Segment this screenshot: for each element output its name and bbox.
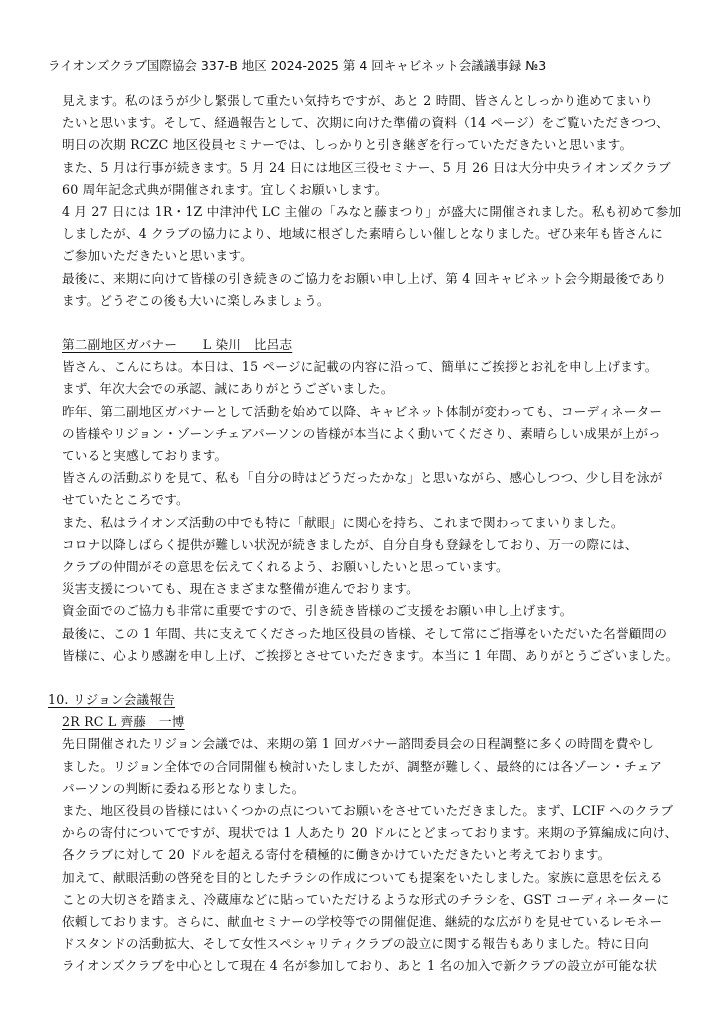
page-header: ライオンズクラブ国際協会 337-B 地区 2024-2025 第 4 回キャビネット会議議事録 №3 — [48, 58, 547, 73]
document-body — [48, 90, 682, 978]
text-line: 皆さんの活動ぶりを見て、私も「自分の時はどうだったかな」と思いながら、感心しつつ、少し目を泳が — [62, 470, 663, 486]
text-line: また、地区役員の皆様にはいくつかの点についてお願いをさせていただきました。まず、LCIF へのクラブ — [62, 803, 674, 818]
text-line: ことの大切さを踏まえ、冷蔵庫などに貼っていただけるような形式のチラシを、GST コーディネーターに — [62, 891, 670, 907]
text-line: 見えます。私のほうが少し緊張して重たい気持ちですが、あと 2 時間、皆さんとしっかり進めてまいり — [62, 93, 654, 108]
section-heading: 10. リジョン会議報告 — [48, 692, 175, 708]
text-line: 各クラブに対して 20 ドルを超える寄付を積極的に働きかけていただきたいと考えております。 — [62, 847, 611, 863]
reporter-heading: 2R RC L 齊藤 一博 — [62, 714, 185, 730]
text-line: ドスタンドの活動拡大、そして女性スペシャリティクラブの設立に関する報告もありました。特に日向 — [62, 936, 649, 952]
continuation-paragraphs — [62, 90, 682, 312]
text-line: ました。リジョン全体での合同開催も検討いたしましたが、調整が難しく、最終的には各ゾーン・チェア — [62, 758, 663, 774]
text-line: 4 月 27 日には 1R・1Z 中津沖代 LC 主催の「みなと藤まつり」が盛大に開催されました。私も初めて参加 — [62, 203, 682, 219]
second-vice-governor-speech — [62, 334, 682, 667]
text-line: 依頼しております。さらに、献血セミナーの学校等での開催促進、継続的な広がりを見せているレモネー — [62, 913, 663, 929]
text-line: せていたところです。 — [62, 492, 189, 508]
text-line: 資金面でのご協力も非常に重要ですので、引き続き皆様のご支援をお願い申し上げます。 — [62, 603, 573, 619]
text-line: からの寄付についてですが、現状では 1 人あたり 20 ドルにとどまっております。来期の予算編成に向け、 — [62, 825, 678, 841]
text-line: 加えて、献眼活動の啓発を目的としたチラシの作成についても提案をいたしました。家族に意思を伝える — [62, 869, 663, 885]
text-line: ご参加いただきたいと思います。 — [62, 248, 253, 264]
text-line: たいと思います。そして、経過報告として、次期に向けた準備の資料（14 ページ）をご覧いただきつつ、 — [62, 115, 669, 131]
region-meeting-report-section — [48, 689, 682, 977]
text-line: コロナ以降しばらく提供が難しい状況が続きましたが、自分自身も登録をしており、万一の際には、 — [62, 536, 638, 552]
text-line: 明日の次期 RCZC 地区役員セミナーでは、しっかりと引き継ぎを行っていただきたいと思います。 — [62, 137, 633, 153]
text-line: クラブの仲間がその意思を伝えてくれるよう、お願いしたいと思っています。 — [62, 558, 509, 574]
text-line: 最後に、来期に向けて皆様の引き続きのご協力をお願い申し上げ、第 4 回キャビネット会今期最後であり — [62, 270, 667, 286]
text-line: 60 周年記念式典が開催されます。宜しくお願いします。 — [62, 181, 388, 197]
text-line: の皆様やリジョン・ゾーンチェアパーソンの皆様が本当によく動いてくださり、素晴らしい成果が上がっ — [62, 425, 661, 441]
paragraph-gap — [62, 667, 682, 689]
text-line: 先日開催されたリジョン会議では、来期の第 1 回ガバナー諮問委員会の日程調整に多くの時間を費やし — [62, 736, 655, 752]
text-line: 皆さん、こんにちは。本日は、15 ページに記載の内容に沿って、簡単にご挨拶とお礼を申し上げます。 — [62, 359, 658, 375]
text-line: また、5 月は行事が続きます。5 月 24 日には地区三役セミナー、5 月 26 日は大分中央ライオンズクラブ — [62, 159, 671, 175]
paragraph-gap — [62, 312, 682, 334]
text-line: ライオンズクラブを中心として現在 4 名が参加しており、あと 1 名の加入で新クラブの設立が可能な状 — [62, 958, 658, 974]
text-line: 昨年、第二副地区ガバナーとして活動を始めて以降、キャビネット体制が変わっても、コーディネーター — [62, 403, 663, 419]
text-line: また、私はライオンズ活動の中でも特に「献眼」に関心を持ち、これまで関わってまいりました。 — [62, 514, 624, 530]
text-line: ます。どうぞこの後も大いに楽しみましょう。 — [62, 292, 330, 308]
text-line: パーソンの判断に委ねる形となりました。 — [62, 780, 305, 796]
speaker-heading: 第二副地区ガバナー L 染川 比呂志 — [62, 337, 293, 353]
text-line: 災害支援についても、現在さまざまな整備が進んでおります。 — [62, 581, 419, 597]
text-line: 最後に、この 1 年間、共に支えてくださった地区役員の皆様、そして常にご指導をいただいた名誉顧問の — [62, 625, 668, 641]
text-line: まず、年次大会での承認、誠にありがとうございました。 — [62, 381, 394, 397]
text-line: 皆様に、心より感謝を申し上げ、ご挨拶とさせていただきます。本当に 1 年間、ありがとうございました。 — [62, 647, 679, 663]
text-line: しましたが、4 クラブの協力により、地域に根ざした素晴らしい催しとなりました。ぜひ来年も皆さんに — [62, 226, 663, 242]
text-line: ていると実感しております。 — [62, 448, 228, 463]
